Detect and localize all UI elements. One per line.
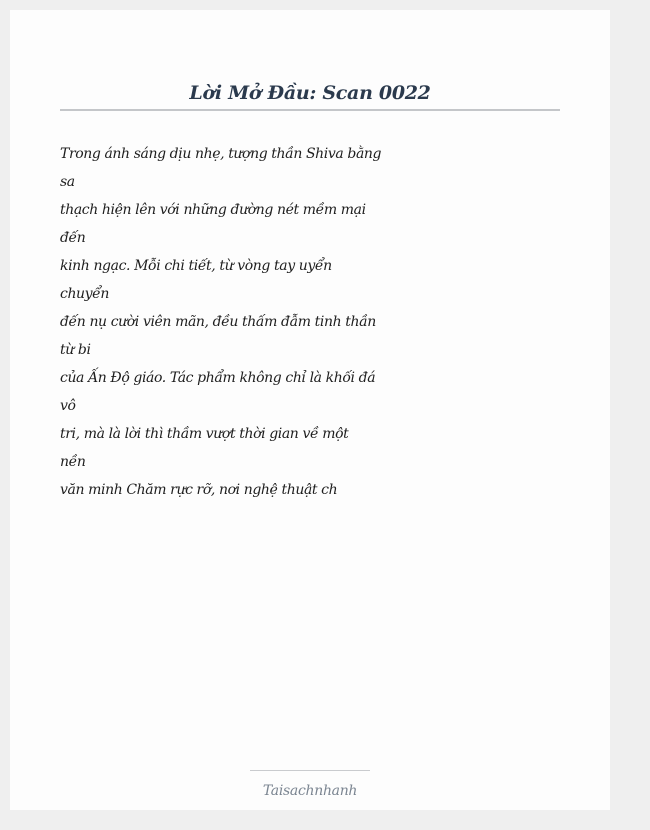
text-line: của Ấn Độ giáo. Tác phẩm không chỉ là khối đá xyxy=(60,370,376,386)
text-line: sa xyxy=(60,174,75,190)
text-line: từ bi xyxy=(60,342,91,358)
body-text xyxy=(60,140,382,504)
text-line: văn minh Chăm rực rỡ, nơi nghệ thuật ch xyxy=(60,482,338,498)
document-page xyxy=(10,10,610,810)
text-line: tri, mà là lời thì thầm vượt thời gian về một xyxy=(60,426,349,442)
page-title: Lời Mở Đầu: Scan 0022 xyxy=(189,82,431,104)
text-line: nền xyxy=(60,454,86,470)
footer-text: Taisachnhanh xyxy=(262,783,358,799)
text-line: kinh ngạc. Mỗi chi tiết, từ vòng tay uyển xyxy=(60,258,332,274)
text-line: thạch hiện lên với những đường nét mềm mại xyxy=(60,202,366,218)
text-line: vô xyxy=(60,398,76,414)
text-line: chuyển xyxy=(60,286,110,302)
title-divider xyxy=(60,109,560,111)
footer-divider xyxy=(250,770,370,771)
text-line: đến nụ cười viên mãn, đều thấm đẫm tinh thần xyxy=(60,314,376,330)
text-line: đến xyxy=(60,230,86,246)
text-line: Trong ánh sáng dịu nhẹ, tượng thần Shiva bằng xyxy=(60,146,382,162)
